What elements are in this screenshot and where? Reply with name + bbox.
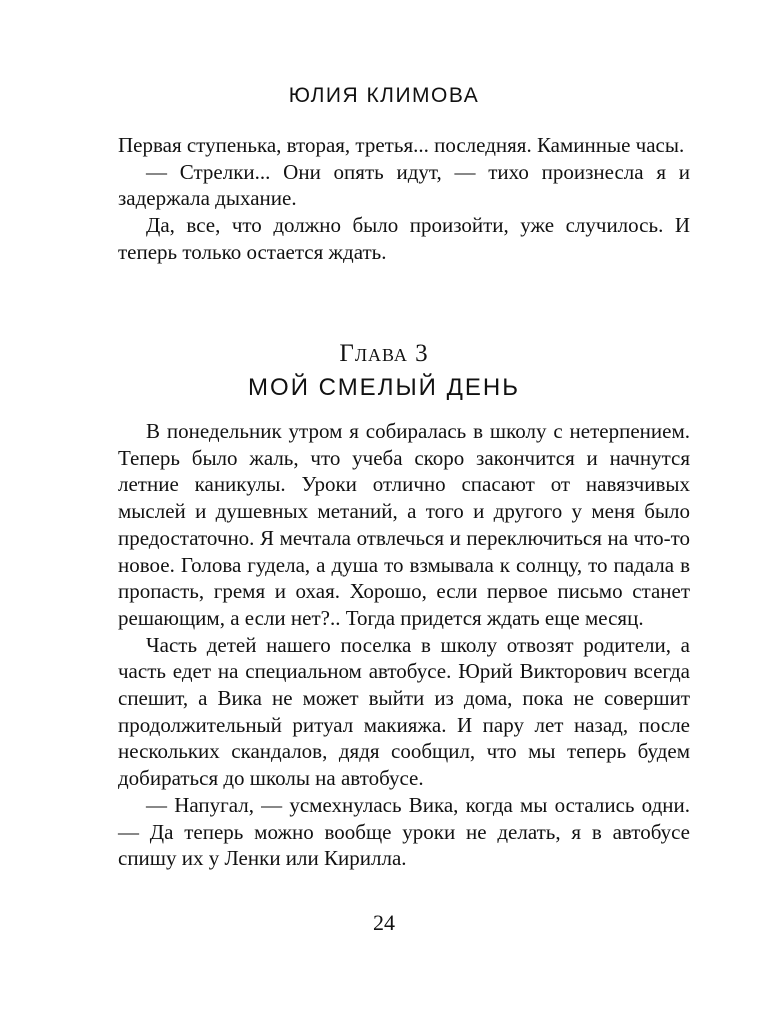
page-number: 24 — [373, 910, 395, 935]
chapter-number: Глава 3 — [339, 340, 429, 367]
paragraph: Часть детей нашего поселка в школу отвозят родители, а часть едет на специальном автобусе. Юрий Викторович всегда спешит, а Вика не может выйти из дома, пока не совершит продолжительный ритуал макияжа. И пару лет назад, после нескольких скандалов, дядя сообщил, что мы теперь будем добираться до школы на автобусе. — [118, 632, 690, 791]
paragraph: В понедельник утром я собиралась в школу с нетерпением. Теперь было жаль, что учеба скоро закончится и начнутся летние каникулы. Уроки отлично спасают от навязчивых мыслей и душевных метаний, а того и другого у меня было предостаточно. Я мечтала отвлечься и переключиться на что-то новое. Голова гудела, а душа то взмывала к солнцу, то падала в пропасть, гремя и охая. Хорошо, если первое письмо станет решающим, а если нет?.. Тогда придется ждать еще месяц. — [118, 419, 690, 630]
running-head: ЮЛИЯ КЛИМОВА — [288, 84, 480, 107]
paragraph: — Напугал, — усмехнулась Вика, когда мы остались одни. — Да теперь можно вообще уроки не делать, я в автобусе спишу их у Ленки или Кирилла. — [118, 792, 690, 871]
text-block-top — [118, 132, 690, 266]
chapter-title: МОЙ СМЕЛЫЙ ДЕНЬ — [248, 374, 520, 401]
paragraph: — Стрелки... Они опять идут, — тихо произнесла я и задержала дыхание. — [118, 159, 690, 211]
paragraph: Первая ступенька, вторая, третья... последняя. Каминные часы. — [118, 133, 685, 157]
chapter-text — [118, 418, 690, 872]
paragraph: Да, все, что должно было произойти, уже случилось. И теперь только остается ждать. — [118, 213, 690, 264]
